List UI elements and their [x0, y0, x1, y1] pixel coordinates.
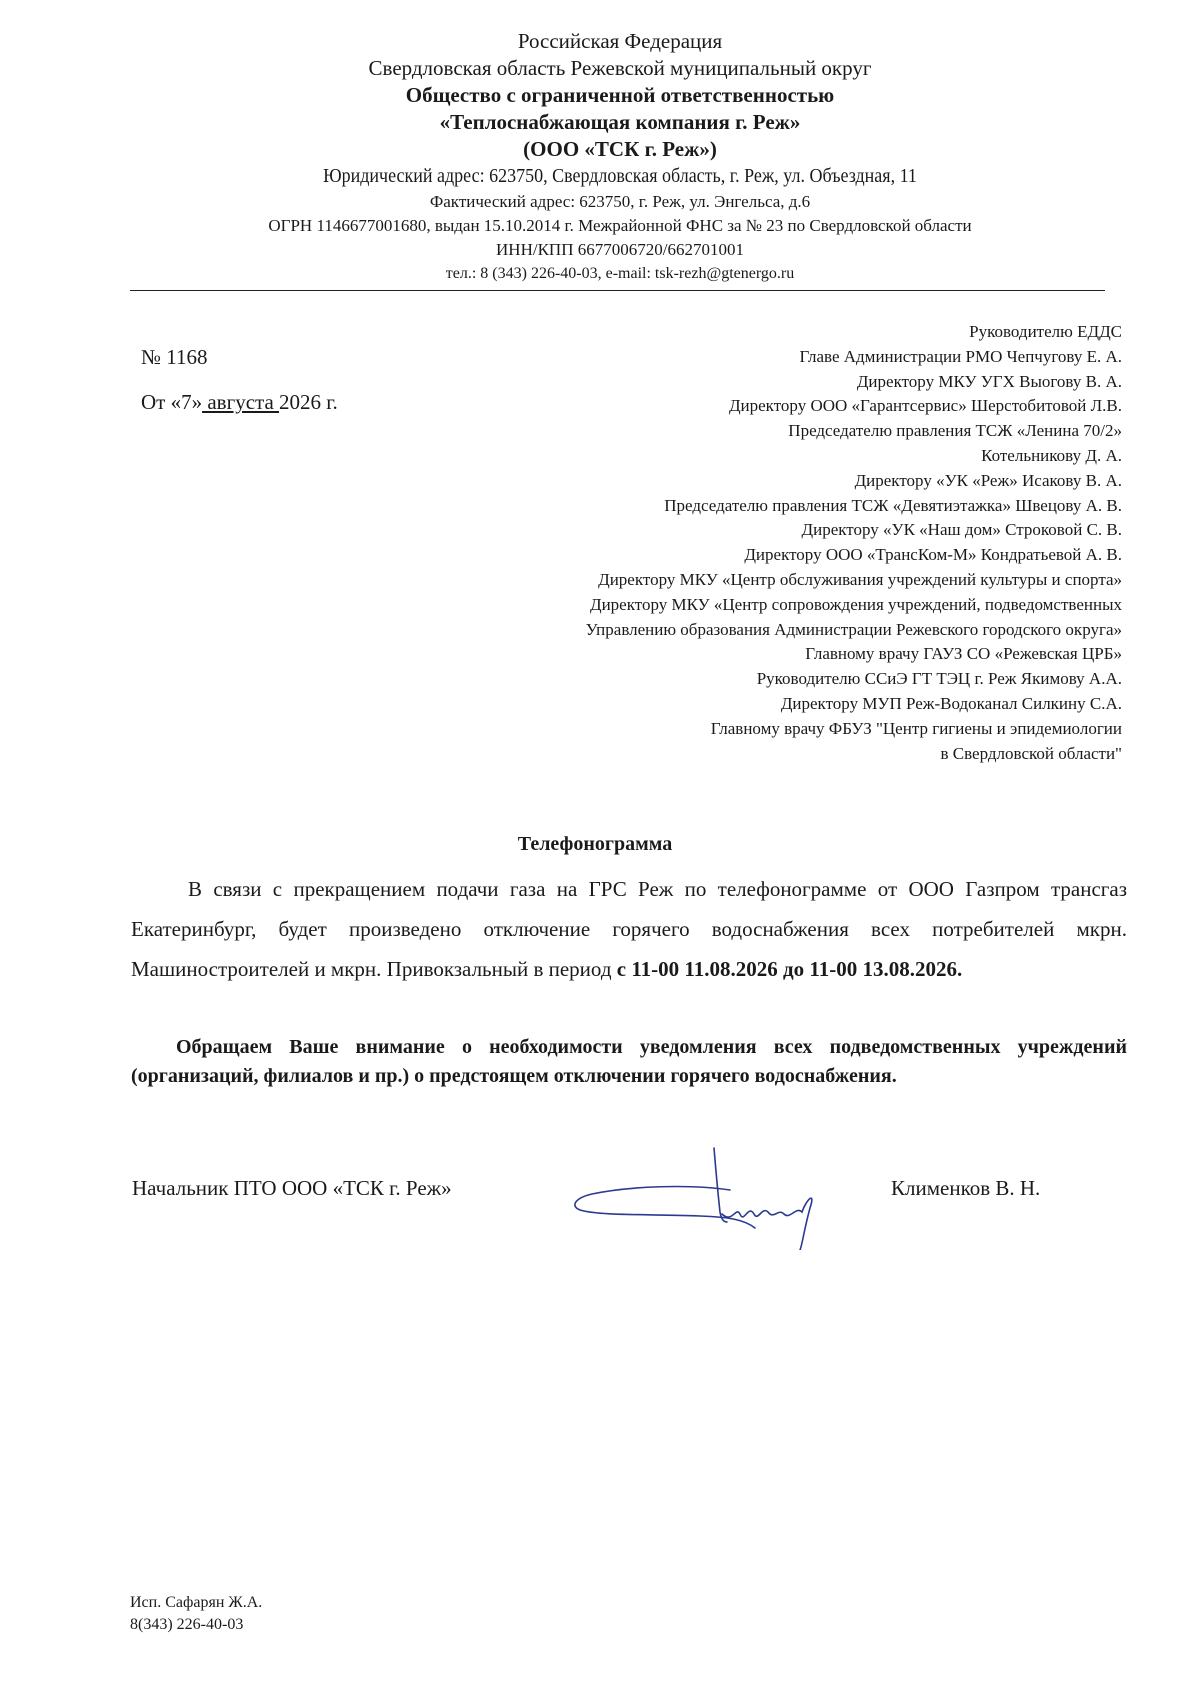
handwritten-signature: [570, 1142, 890, 1250]
letterhead-region: Свердловская область Режевской муниципальный округ: [368, 56, 872, 80]
addressee-line: Директору ООО «Гарантсервис» Шерстобитовой Л.В.: [728, 396, 1122, 416]
addressee-line: в Свердловской области": [940, 743, 1122, 763]
signer-name: Клименков В. Н.: [891, 1176, 1041, 1200]
letterhead-actual-address: Фактический адрес: 623750, г. Реж, ул. Энгельса, д.6: [429, 192, 811, 211]
date-day: От «7»: [141, 390, 203, 414]
letterhead-legal-address: Юридический адрес: 623750, Свердловская область, г. Реж, ул. Объездная, 11: [323, 165, 917, 187]
outage-period: с 11-00 11.08.2026 до 11-00 13.08.2026.: [616, 957, 963, 981]
addressee-line: Руководителю ССиЭ ГТ ТЭЦ г. Реж Якимову А.А.: [756, 669, 1122, 689]
addressee-line: Главному врачу ФБУЗ "Центр гигиены и эпидемиологии: [710, 718, 1122, 738]
addressee-line: Управлению образования Администрации Режевского городского округа»: [585, 619, 1122, 639]
addressee-line: Председателю правления ТСЖ «Ленина 70/2»: [788, 421, 1122, 441]
addressee-line: Главе Администрации РМО Чепчугову Е. А.: [799, 346, 1122, 366]
addressee-list: [422, 320, 1122, 766]
executor-phone: 8(343) 226-40-03: [130, 1616, 244, 1633]
letterhead-org-line-2: «Теплоснабжающая компания г. Реж»: [439, 110, 801, 134]
body-paragraph: [131, 869, 1127, 989]
letterhead-org-short: (ООО «ТСК г. Реж»): [523, 137, 717, 161]
letterhead: [130, 28, 1110, 286]
letterhead-country: Российская Федерация: [517, 29, 723, 53]
addressee-line: Директору «УК «Реж» Исакову В. А.: [854, 470, 1122, 490]
executor-info: [130, 1592, 262, 1636]
addressee-line: Директору МКУ УГХ Выогову В. А.: [856, 371, 1122, 391]
document-title: Телефонограмма: [517, 833, 673, 855]
letterhead-divider: [130, 290, 1105, 291]
date-year: 2026 г.: [279, 390, 338, 414]
addressee-line: Директору «УК «Наш дом» Строковой С. В.: [801, 520, 1122, 540]
addressee-line: Котельникову Д. А.: [981, 445, 1122, 465]
date-month: августа: [202, 390, 280, 414]
notice-paragraph: Обращаем Ваше внимание о необходимости уведомления всех подведомственных учреждений (организаций, филиалов и пр.) о предстоящем отключении горячего водоснабжения.: [131, 1036, 1127, 1087]
letterhead-inn-kpp: ИНН/КПП 6677006720/662701001: [496, 240, 744, 259]
addressee-line: Директору ООО «ТрансКом-М» Кондратьевой А. В.: [744, 545, 1122, 565]
addressee-line: Председателю правления ТСЖ «Девятиэтажка» Швецову А. В.: [664, 495, 1122, 515]
body-text: В связи с прекращением подачи газа на ГРС Реж по телефонограмме от ООО Газпром трансгаз Екатеринбург, будет произведено отключение горячего водоснабжения всех потребителей мкрн. Машиностроителей и мкрн. Привокзальный в период: [131, 877, 1127, 981]
executor-name: Исп. Сафарян Ж.А.: [130, 1594, 263, 1611]
signer-position: Начальник ПТО ООО «ТСК г. Реж»: [132, 1176, 452, 1200]
addressee-line: Директору МКУ «Центр обслуживания учреждений культуры и спорта»: [598, 569, 1122, 589]
letterhead-ogrn: ОГРН 1146677001680, выдан 15.10.2014 г. Межрайонной ФНС за № 23 по Свердловской области: [268, 216, 972, 235]
document-number: № 1168: [141, 345, 208, 369]
addressee-line: Главному врачу ГАУЗ СО «Режевская ЦРБ»: [805, 644, 1122, 664]
addressee-line: Директору МУП Реж-Водоканал Силкину С.А.: [780, 693, 1122, 713]
document-date: [141, 390, 338, 415]
letterhead-contacts: тел.: 8 (343) 226-40-03, e-mail: tsk-rezh@gtenergo.ru: [445, 265, 795, 282]
addressee-line: Директору МКУ «Центр сопровождения учреждений, подведомственных: [589, 594, 1122, 614]
letterhead-org-line-1: Общество с ограниченной ответственностью: [405, 83, 835, 107]
addressee-line: Руководителю ЕДДС: [969, 322, 1122, 341]
